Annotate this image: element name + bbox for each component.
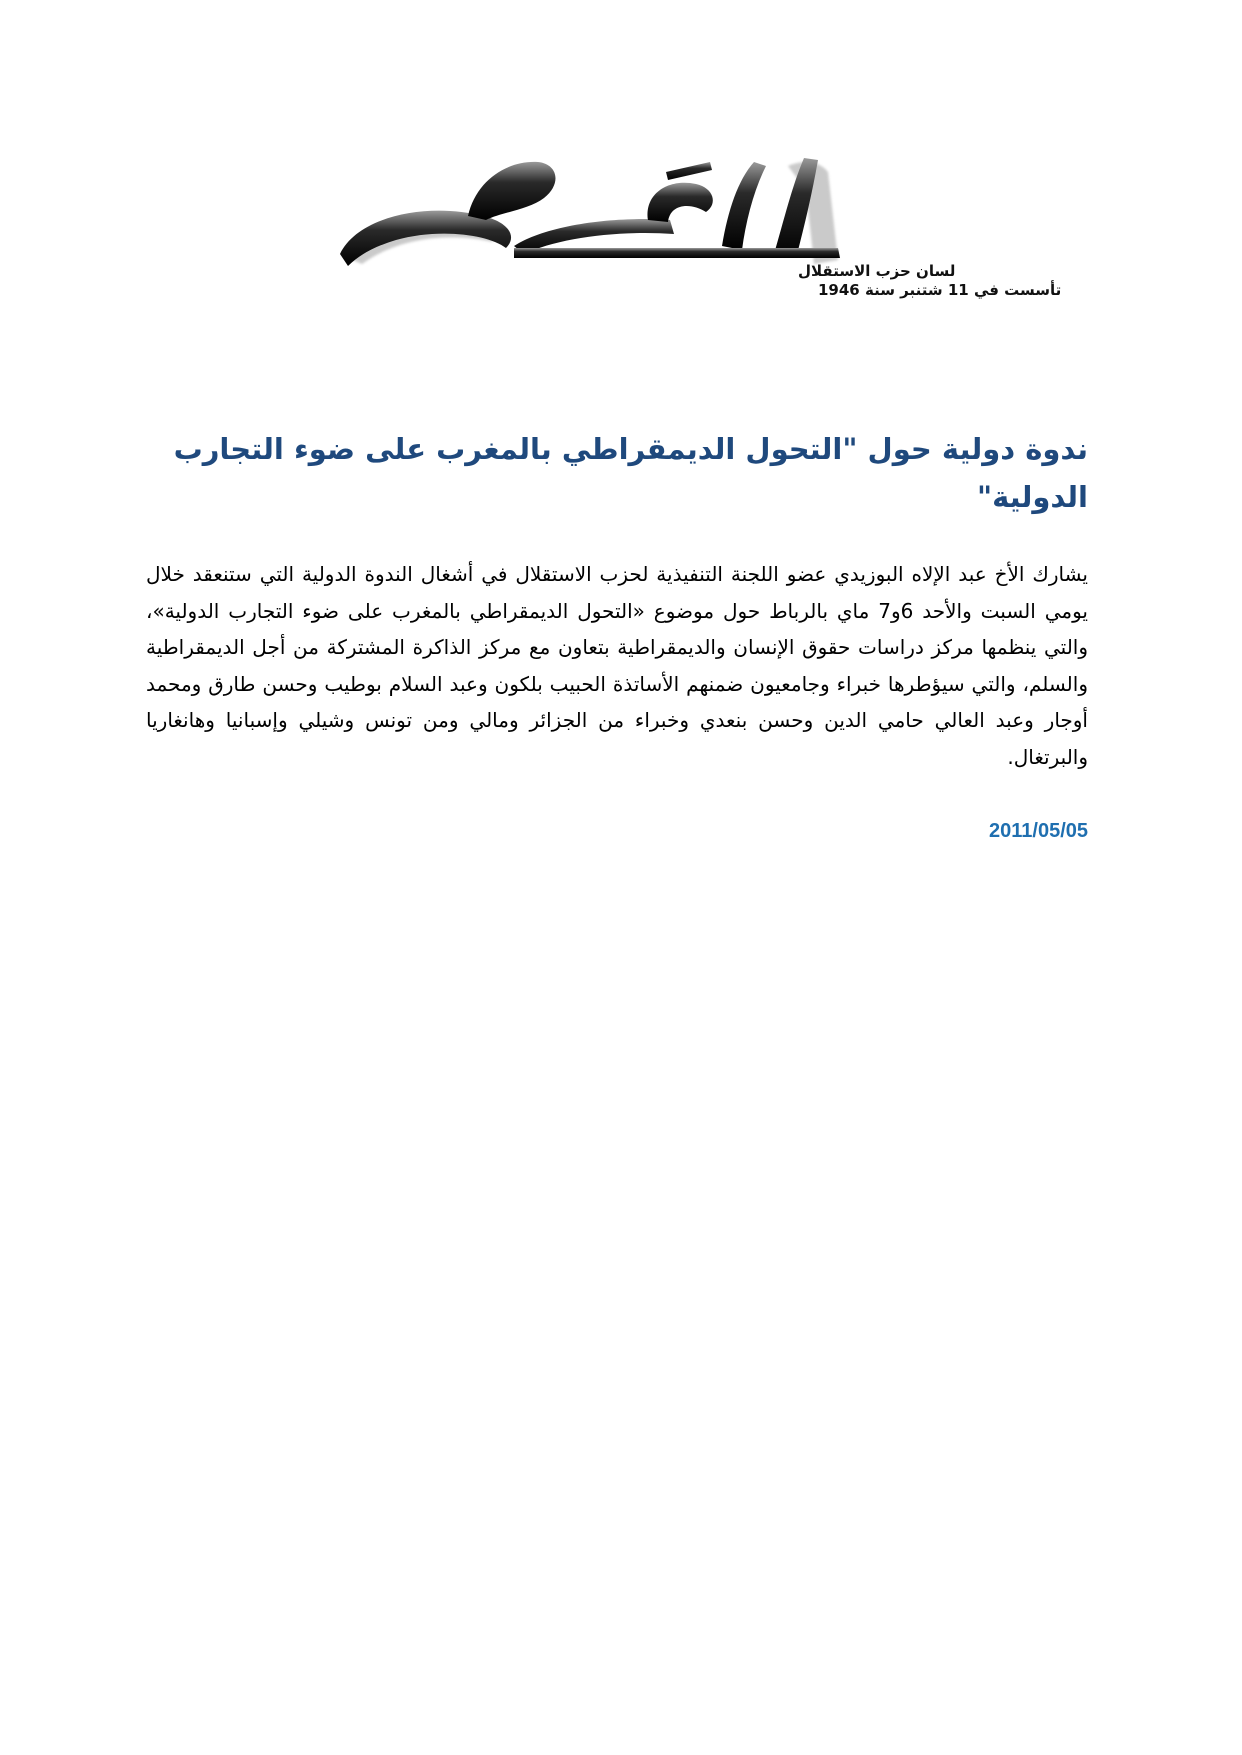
article-date: 2011/05/05 (989, 820, 1088, 842)
newspaper-masthead-logo (318, 150, 1062, 300)
masthead-tagline: لسان حزب الاستقلال (798, 262, 956, 280)
article-body: يشارك الأخ عبد الإلاه البوزيدي عضو اللجنة التنفيذية لحزب الاستقلال في أشغال الندوة الدولية التي ستنعقد خلال يومي السبت والأحد 6و7 ماي بالرباط حول موضوع «التحول الديمقراطي بالمغرب على ضوء التجارب الدولية»، والتي ينظمها مركز دراسات حقوق الإنسان والديمقراطية بتعاون مع مركز الذاكرة المشتركة من أجل الديمقراطية والسلم، والتي سيؤطرها خبراء وجامعيون ضمنهم الأساتذة الحبيب بلكون وعبد السلام بوطيب وحسن طارق ومحمد أوجار وعبد العالي حامي الدين وحسن بنعدي وخبراء من الجزائر ومالي ومن تونس وشيلي وإسبانيا وهانغاريا والبرتغال. (146, 562, 1088, 769)
masthead-logo-graphic (318, 150, 1062, 300)
masthead-founded: تأسست في 11 شتنبر سنة 1946 (818, 281, 1062, 299)
article-title: ندوة دولية حول "التحول الديمقراطي بالمغرب على ضوء التجارب الدولية" (173, 432, 1088, 514)
